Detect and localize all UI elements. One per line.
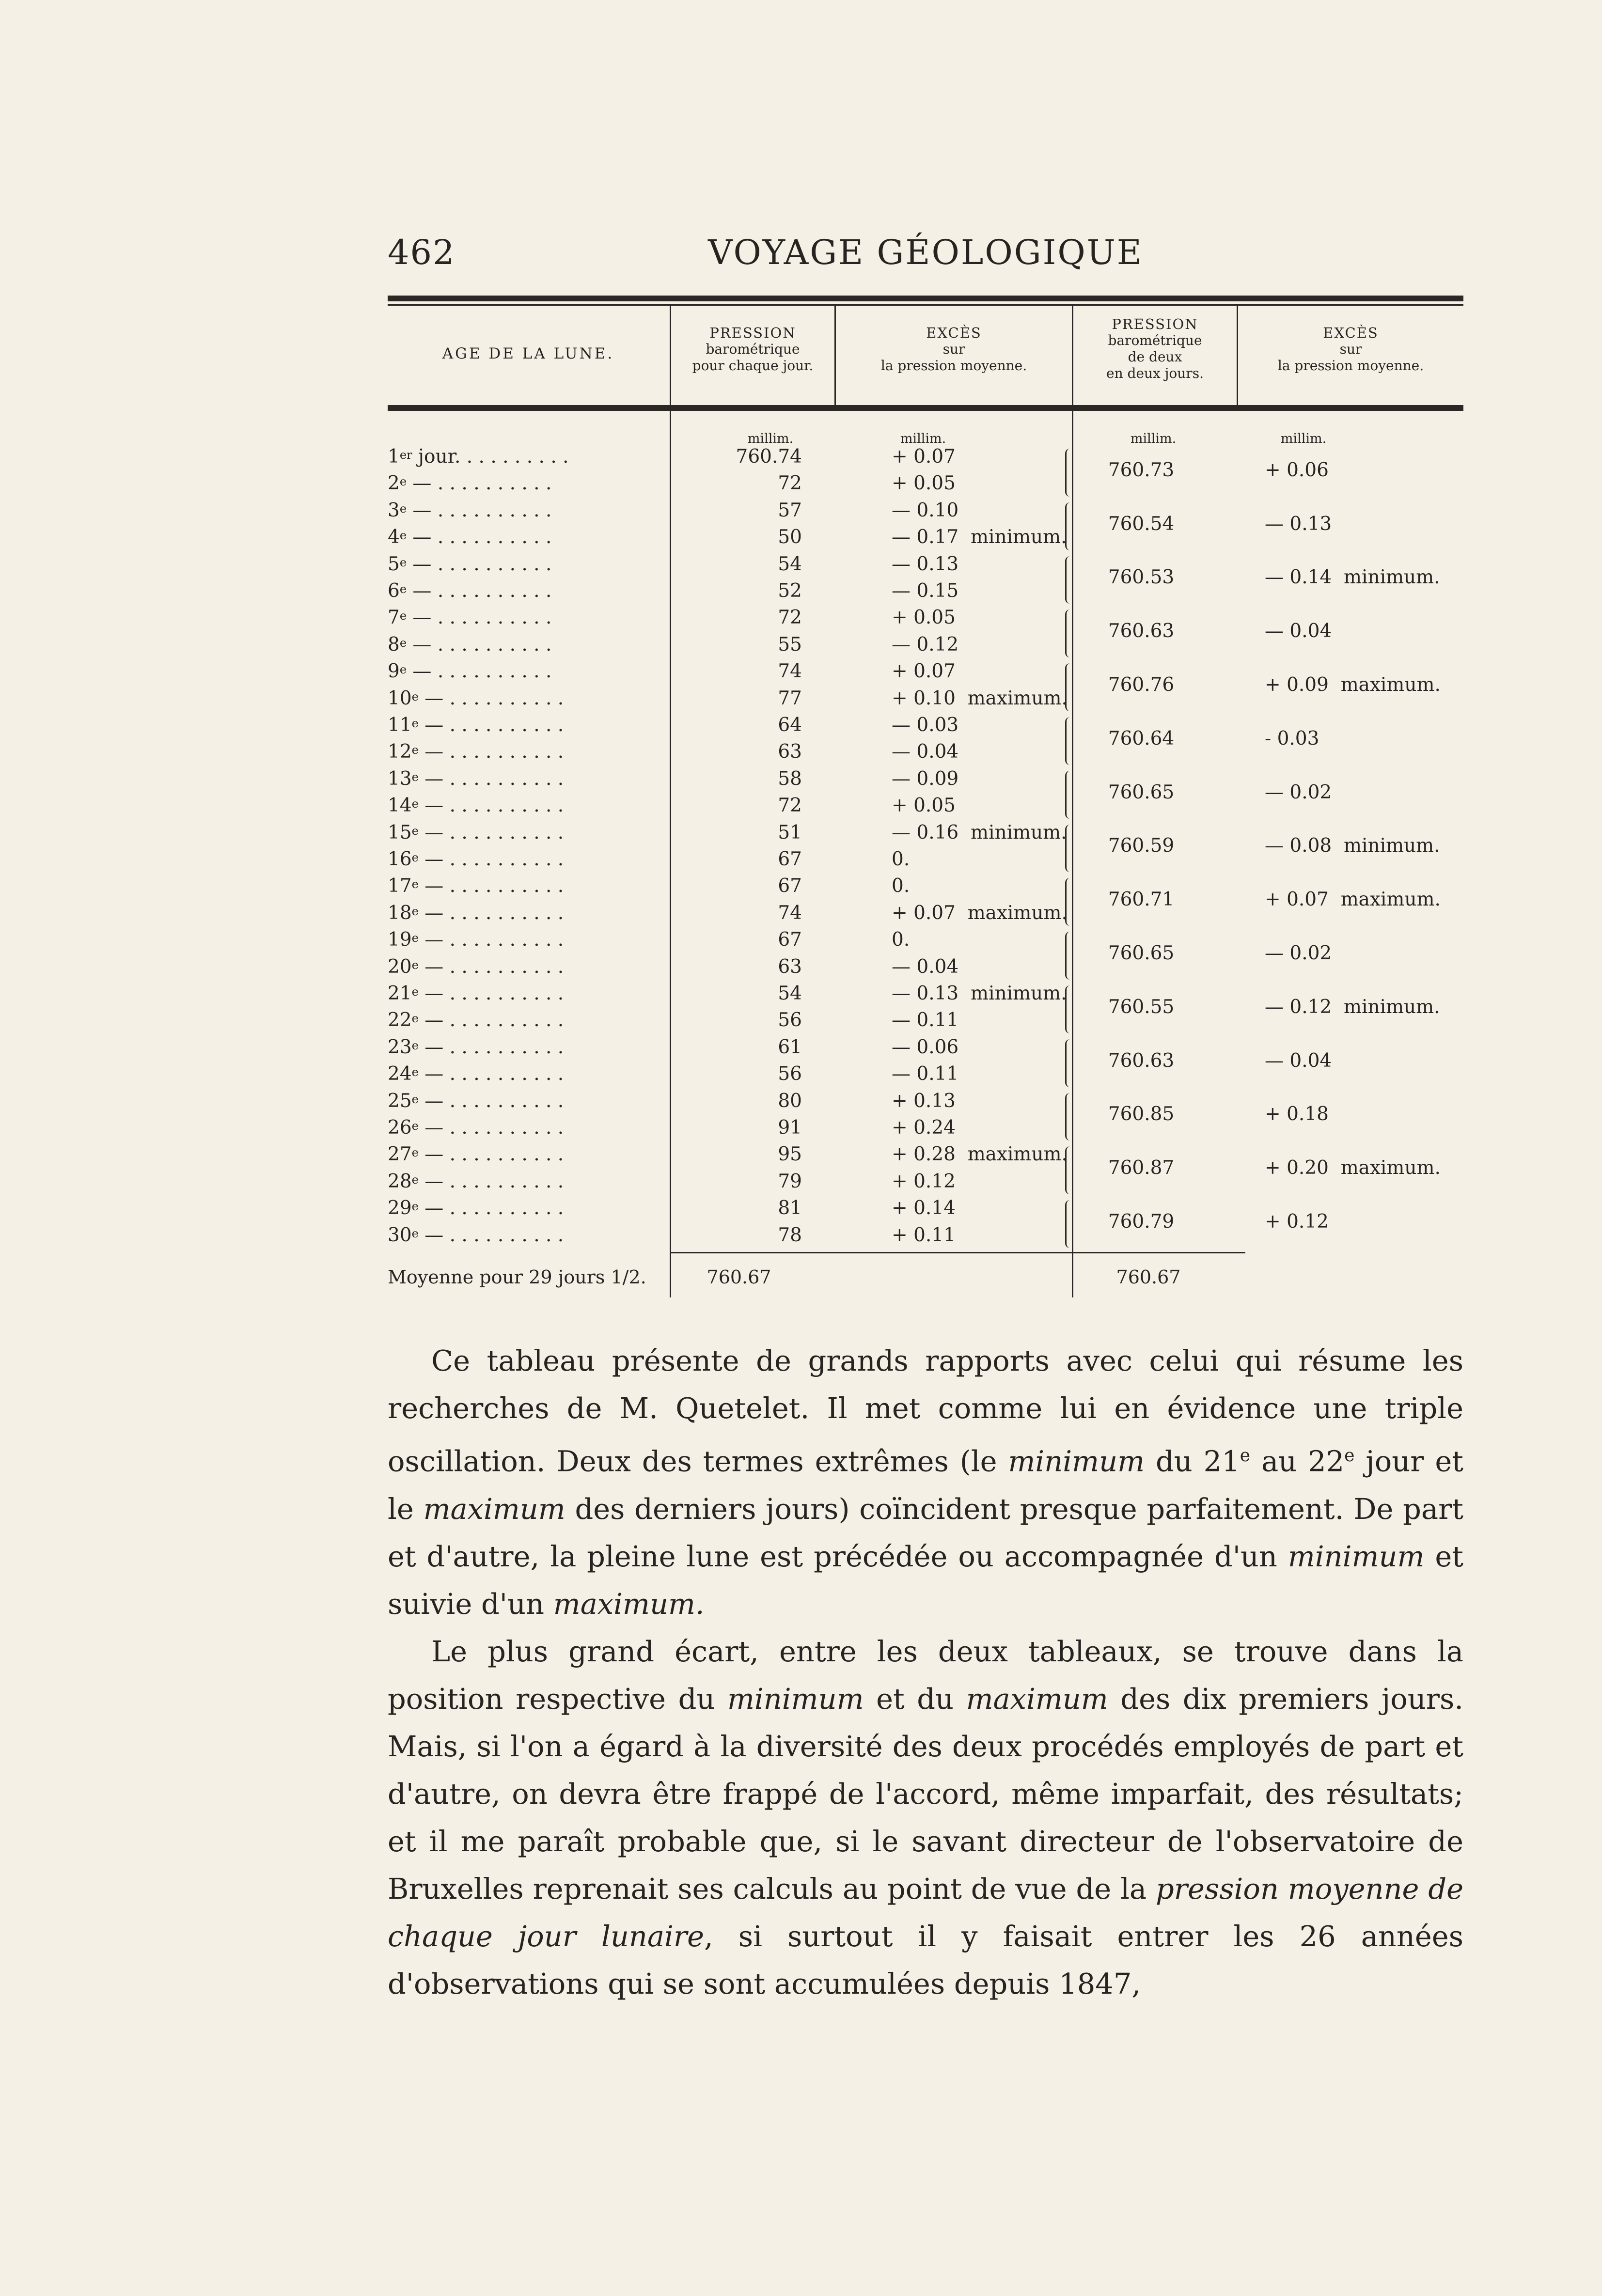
day-label [388, 714, 564, 736]
table-top-rule-thin [388, 304, 1463, 306]
day-number: 25 [388, 1090, 412, 1112]
paragraph [388, 1628, 1463, 2008]
day-suffix: e [399, 529, 407, 543]
day-suffix: e [411, 1012, 419, 1026]
pressure-value: 63 [778, 741, 802, 763]
excess-value: — 0.12 [892, 633, 959, 656]
italic-run: minimum [1288, 1539, 1425, 1573]
pair-pressure-value: 760.65 [1108, 942, 1175, 964]
day-suffix: e [411, 877, 419, 891]
pressure-value: 56 [778, 1063, 802, 1085]
header-age: AGE DE LA LUNE. [442, 345, 614, 362]
day-suffix: e [411, 851, 419, 864]
day-number: 1 [388, 446, 400, 468]
pressure-value: 54 [778, 553, 802, 575]
header-line: la pression moyenne. [1277, 358, 1424, 374]
pair-pressure-value: 760.59 [1108, 835, 1175, 857]
pair-excess-value: — 0.02 [1265, 942, 1332, 964]
pressure-value: 74 [778, 902, 802, 924]
italic-run: maximum [423, 1492, 565, 1526]
unit-label: millim. [747, 431, 794, 446]
header-title: EXCÈS [1323, 325, 1379, 341]
excess-value: + 0.10 maximum. [892, 687, 1068, 709]
mean-label: Moyenne pour 29 jours 1/2. [388, 1266, 646, 1288]
excess-value: + 0.07 [892, 446, 956, 468]
day-number: 3 [388, 499, 400, 521]
day-text: — . . . . . . . . . . [418, 1063, 564, 1085]
excess-value: + 0.28 maximum. [892, 1143, 1068, 1166]
pair-pressure-value: 760.85 [1108, 1103, 1175, 1125]
excess-value: 0. [892, 848, 910, 870]
pressure-value: 57 [778, 499, 802, 521]
day-text: — . . . . . . . . . . [407, 526, 552, 548]
header-title: PRESSION [709, 325, 796, 341]
header-line: la pression moyenne. [880, 358, 1027, 374]
italic-run: minimum [727, 1682, 864, 1716]
day-number: 21 [388, 983, 412, 1004]
day-label [388, 526, 551, 548]
page-header [388, 228, 1463, 286]
day-text: — . . . . . . . . . . [407, 580, 552, 602]
pressure-value: 72 [778, 607, 802, 629]
day-label [388, 1117, 564, 1139]
day-number: 4 [388, 526, 400, 548]
day-suffix: e [411, 1038, 419, 1052]
day-label [388, 1197, 564, 1219]
pair-excess-value: + 0.07 maximum. [1265, 889, 1441, 911]
running-title: VOYAGE GÉOLOGIQUE [708, 233, 1143, 272]
superscript: e [1344, 1446, 1355, 1466]
day-label [388, 902, 564, 924]
pair-excess-value: + 0.20 maximum. [1265, 1157, 1441, 1179]
day-label [388, 1171, 564, 1193]
pair-excess-value: — 0.04 [1265, 620, 1332, 642]
day-number: 28 [388, 1170, 412, 1192]
day-text: — . . . . . . . . . . [418, 1117, 564, 1139]
pressure-value: 55 [778, 633, 802, 656]
day-label [388, 929, 564, 951]
day-number: 7 [388, 607, 400, 629]
day-text: — . . . . . . . . . . [407, 472, 552, 495]
unit-label: millim. [1280, 431, 1327, 446]
day-number: 10 [388, 687, 412, 709]
pair-pressure-value: 760.55 [1108, 996, 1175, 1018]
page-number: 462 [388, 233, 455, 272]
header-line: barométrique [706, 341, 800, 357]
day-text: — . . . . . . . . . . [418, 1197, 564, 1219]
pressure-value: 64 [778, 714, 802, 736]
day-label [388, 956, 564, 978]
day-suffix: e [411, 958, 419, 972]
day-label [388, 741, 564, 763]
day-number: 6 [388, 580, 400, 602]
pressure-value: 80 [778, 1090, 802, 1112]
text-run: jour et le [388, 1444, 1463, 1526]
day-text: — . . . . . . . . . . [418, 983, 564, 1004]
pressure-value: 67 [778, 875, 802, 897]
paragraph [388, 1337, 1463, 1628]
excess-value: — 0.04 [892, 955, 959, 978]
excess-value: + 0.05 [892, 607, 956, 629]
day-label [388, 848, 564, 871]
day-text: — . . . . . . . . . . [407, 553, 552, 575]
unit-label: millim. [1130, 431, 1177, 446]
italic-run: pression moyenne de chaque jour lunaire [388, 1872, 1464, 1953]
excess-value: — 0.11 [892, 1009, 959, 1031]
day-suffix: e [399, 663, 407, 677]
pressure-value: 63 [778, 955, 802, 978]
text-run: du 21 [1145, 1444, 1240, 1478]
pair-excess-value: + 0.12 [1265, 1210, 1329, 1233]
day-number: 12 [388, 741, 412, 763]
day-number: 27 [388, 1143, 412, 1166]
header-line: en deux jours. [1106, 365, 1204, 381]
pair-pressure-value: 760.79 [1108, 1210, 1175, 1233]
day-text: — . . . . . . . . . . [418, 1170, 564, 1192]
header-title: PRESSION [1112, 316, 1198, 332]
day-text: — . . . . . . . . . . [418, 848, 564, 870]
excess-value: + 0.11 [892, 1224, 956, 1246]
excess-value: — 0.03 [892, 714, 959, 736]
pair-pressure-value: 760.63 [1108, 1049, 1175, 1072]
excess-value: — 0.11 [892, 1063, 959, 1085]
pair-excess-value: — 0.14 minimum. [1265, 566, 1440, 589]
italic-run: minimum [1008, 1444, 1145, 1478]
day-label [388, 1009, 564, 1031]
pressure-value: 67 [778, 929, 802, 951]
excess-value: — 0.13 [892, 553, 959, 575]
pressure-value: 67 [778, 848, 802, 870]
excess-value: + 0.07 [892, 660, 956, 683]
day-number: 15 [388, 821, 412, 843]
day-label [388, 607, 551, 629]
day-suffix: e [411, 985, 419, 999]
day-suffix: e [411, 1065, 419, 1079]
italic-run: maximum. [553, 1587, 705, 1621]
header-title: EXCÈS [926, 325, 982, 341]
excess-value: — 0.06 [892, 1036, 959, 1058]
lunar-pressure-table [388, 291, 1463, 1313]
header-excess-pair [1238, 325, 1463, 374]
pair-pressure-value: 760.53 [1108, 566, 1175, 589]
day-text: — . . . . . . . . . . [418, 821, 564, 843]
pressure-value: 77 [778, 687, 802, 709]
text-run: et suivie d'un [388, 1539, 1463, 1621]
pressure-value: 50 [778, 526, 802, 548]
mean-pressure-day: 760.67 [707, 1266, 771, 1288]
day-label [388, 1063, 564, 1085]
pair-pressure-value: 760.63 [1108, 620, 1175, 642]
header-line: sur [942, 341, 965, 357]
day-suffix: e [399, 555, 407, 569]
day-number: 17 [388, 875, 412, 897]
day-label [388, 795, 564, 817]
text-run: au 22 [1250, 1444, 1345, 1478]
pair-excess-value: — 0.08 minimum. [1265, 835, 1440, 857]
day-label [388, 660, 551, 683]
pressure-value: 54 [778, 983, 802, 1004]
table-top-rule [388, 296, 1463, 301]
day-text: — . . . . . . . . . . [418, 875, 564, 897]
header-pressure-day [671, 325, 834, 374]
pressure-value: 52 [778, 580, 802, 602]
day-label [388, 553, 551, 576]
day-text: — . . . . . . . . . . [418, 795, 564, 817]
day-label [388, 1224, 564, 1247]
text-run: , si surtout il y faisait entrer les 26 années d'observations qui se sont accumulées depuis 1847, [388, 1919, 1463, 2000]
day-suffix: e [399, 475, 407, 489]
pair-excess-value: - 0.03 [1265, 727, 1319, 750]
excess-value: + 0.05 [892, 795, 956, 817]
pressure-value: 72 [778, 795, 802, 817]
text-run: des derniers jours) coïncident presque parfaitement. De part et d'autre, la pleine lune est précédée ou accompagnée d'un [388, 1492, 1463, 1573]
text-run: des dix premiers jours. Mais, si l'on a égard à la diversité des deux procédés employés de part et d'autre, on devra être frappé de l'accord, même imparfait, des résultats; et il me paraît probable que, si le savant directeur de l'observatoire de Bruxelles reprenait ses calculs au point de vue de la [388, 1682, 1464, 1906]
pair-pressure-value: 760.87 [1108, 1157, 1175, 1179]
pressure-value: 58 [778, 767, 802, 790]
day-number: 11 [388, 714, 412, 736]
pressure-value: 91 [778, 1117, 802, 1139]
pressure-value: 56 [778, 1009, 802, 1031]
day-number: 22 [388, 1009, 412, 1031]
pair-pressure-value: 760.54 [1108, 513, 1175, 535]
excess-value: — 0.04 [892, 741, 959, 763]
pair-excess-value: + 0.09 maximum. [1265, 673, 1441, 696]
day-label [388, 472, 551, 495]
day-number: 30 [388, 1224, 412, 1246]
day-label [388, 687, 564, 710]
day-text: — . . . . . . . . . . [418, 929, 564, 951]
header-line: barométrique [1108, 332, 1202, 348]
day-label [388, 875, 564, 897]
day-number: 19 [388, 929, 412, 951]
pair-excess-value: — 0.02 [1265, 781, 1332, 803]
unit-label: millim. [900, 431, 946, 446]
pair-excess-value: — 0.13 [1265, 513, 1332, 535]
mean-pressure-pair: 760.67 [1116, 1266, 1181, 1288]
day-suffix: e [411, 743, 419, 757]
day-suffix: e [399, 501, 407, 515]
pair-pressure-value: 760.71 [1108, 889, 1175, 911]
pressure-value: 74 [778, 660, 802, 683]
day-text: — . . . . . . . . . . [418, 955, 564, 978]
day-text: — . . . . . . . . . . [407, 660, 552, 683]
excess-value: — 0.13 minimum. [892, 983, 1067, 1004]
text-run: Ce tableau présente de grands rapports avec celui qui résume les recherches de M. Quetelet. Il met comme lui en évidence une triple oscillation. Deux des termes extrêmes (le [388, 1344, 1463, 1478]
day-suffix: e [411, 931, 419, 945]
day-suffix: e [411, 1172, 419, 1187]
day-text: — . . . . . . . . . . [418, 687, 564, 709]
day-text: — . . . . . . . . . . [418, 714, 564, 736]
day-suffix: er [399, 448, 412, 462]
day-suffix: e [411, 1146, 419, 1160]
day-number: 9 [388, 660, 400, 683]
day-suffix: e [411, 1226, 419, 1240]
day-label [388, 580, 551, 602]
day-number: 24 [388, 1063, 412, 1085]
pair-excess-value: + 0.06 [1265, 459, 1329, 481]
day-suffix: e [411, 1092, 419, 1106]
day-number: 2 [388, 472, 400, 495]
excess-value: — 0.10 [892, 499, 959, 521]
pair-pressure-value: 760.65 [1108, 781, 1175, 803]
day-suffix: e [399, 636, 407, 650]
excess-value: — 0.17 minimum. [892, 526, 1067, 548]
pressure-value: 51 [778, 821, 802, 843]
excess-value: — 0.16 minimum. [892, 821, 1067, 843]
excess-value: + 0.05 [892, 472, 956, 495]
pair-pressure-value: 760.73 [1108, 459, 1175, 481]
pair-pressure-value: 760.64 [1108, 727, 1175, 750]
pressure-value: 61 [778, 1036, 802, 1058]
day-number: 29 [388, 1197, 412, 1219]
day-number: 14 [388, 795, 412, 817]
day-text: — . . . . . . . . . . [407, 499, 552, 521]
day-suffix: e [411, 1200, 419, 1214]
day-text: — . . . . . . . . . . [418, 741, 564, 763]
day-number: 26 [388, 1117, 412, 1139]
day-label [388, 1143, 564, 1166]
day-number: 5 [388, 553, 400, 575]
day-number: 13 [388, 767, 412, 790]
pressure-value: 72 [778, 472, 802, 495]
italic-run: maximum [966, 1682, 1108, 1716]
excess-value: + 0.13 [892, 1090, 956, 1112]
pair-excess-value: — 0.12 minimum. [1265, 996, 1440, 1018]
day-suffix: e [411, 1119, 419, 1133]
day-label [388, 634, 551, 656]
day-suffix: e [399, 582, 407, 596]
pressure-value: 79 [778, 1170, 802, 1192]
day-number: 23 [388, 1036, 412, 1058]
day-text: — . . . . . . . . . . [418, 1009, 564, 1031]
body-text [388, 1337, 1463, 2008]
pressure-value: 81 [778, 1197, 802, 1219]
day-label [388, 768, 564, 790]
day-text: — . . . . . . . . . . [418, 1036, 564, 1058]
pressure-value: 95 [778, 1143, 802, 1166]
header-line: pour chaque jour. [692, 358, 814, 374]
day-label [388, 822, 564, 844]
day-text: — . . . . . . . . . . [418, 1090, 564, 1112]
day-suffix: e [411, 904, 419, 918]
day-label [388, 500, 551, 522]
day-suffix: e [411, 770, 419, 784]
day-suffix: e [411, 797, 419, 811]
pair-excess-value: + 0.18 [1265, 1103, 1329, 1125]
day-text: — . . . . . . . . . . [407, 633, 552, 656]
header-line: de deux [1128, 349, 1182, 365]
day-label [388, 1036, 564, 1059]
superscript: e [1240, 1446, 1251, 1466]
header-bottom-rule [388, 405, 1463, 411]
day-number: 18 [388, 902, 412, 924]
day-number: 8 [388, 633, 400, 656]
excess-value: — 0.09 [892, 767, 959, 790]
day-text: — . . . . . . . . . . [418, 902, 564, 924]
excess-value: 0. [892, 875, 910, 897]
day-suffix: e [411, 689, 419, 703]
total-rule [671, 1252, 1245, 1253]
excess-value: + 0.07 maximum. [892, 902, 1068, 924]
pressure-value: 760.74 [736, 446, 802, 468]
header-line: sur [1339, 341, 1362, 357]
day-label [388, 1090, 564, 1112]
day-number: 16 [388, 848, 412, 870]
day-suffix: e [411, 824, 419, 838]
pressure-value: 78 [778, 1224, 802, 1246]
day-number: 20 [388, 955, 412, 978]
excess-value: + 0.14 [892, 1197, 956, 1219]
header-excess-day [836, 325, 1072, 374]
excess-value: 0. [892, 929, 910, 951]
header-pressure-pair [1073, 316, 1237, 382]
pair-excess-value: — 0.04 [1265, 1049, 1332, 1072]
day-suffix: e [411, 717, 419, 730]
day-suffix: e [399, 609, 407, 623]
day-text: jour. . . . . . . . . . [412, 446, 569, 468]
day-text: — . . . . . . . . . . [407, 607, 552, 629]
excess-value: + 0.12 [892, 1170, 956, 1192]
day-text: — . . . . . . . . . . [418, 1143, 564, 1166]
day-label [388, 983, 564, 1005]
day-label [388, 446, 569, 468]
pair-pressure-value: 760.76 [1108, 673, 1175, 696]
day-text: — . . . . . . . . . . [418, 1224, 564, 1246]
text-run: Le plus grand écart, entre les deux tableaux, se trouve dans la position respective du [388, 1634, 1463, 1716]
excess-value: + 0.24 [892, 1117, 956, 1139]
excess-value: — 0.15 [892, 580, 959, 602]
day-text: — . . . . . . . . . . [418, 767, 564, 790]
text-run: et du [864, 1682, 966, 1716]
